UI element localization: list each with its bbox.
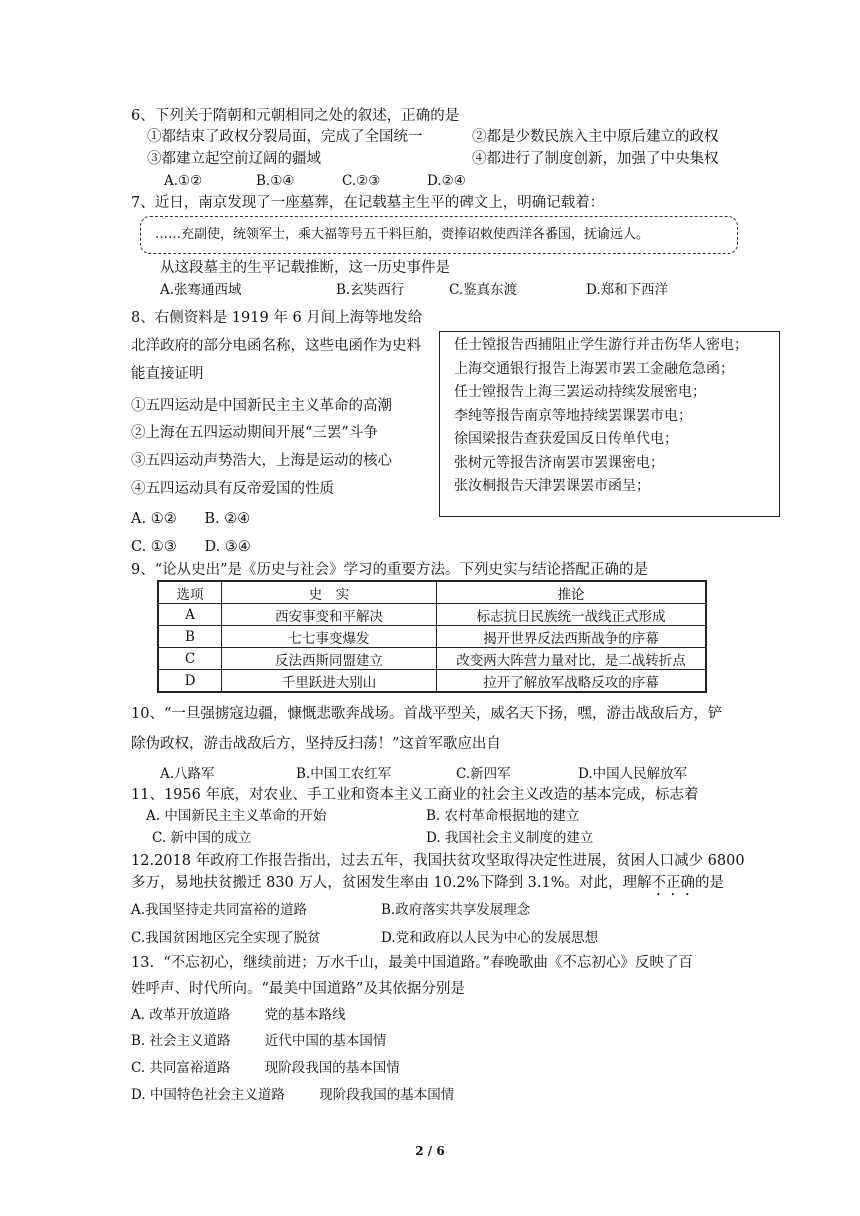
table-row: [158, 626, 706, 648]
q7-option-a: A.张骞通西域: [160, 282, 242, 298]
q12-option-d: D.党和政府以人民为中心的发展思想: [381, 930, 599, 946]
source-line: 张汝桐报告天津罢课罢市函呈；: [454, 478, 650, 494]
q8-item-4: ④五四运动具有反帝爱国的性质: [131, 481, 334, 497]
q6-option-d: D.②④: [427, 173, 466, 189]
q12-option-b: B.政府落实共享发展理念: [381, 902, 531, 918]
q11-option-a: A. 中国新民主主义革命的开始: [146, 808, 327, 824]
q12-line-2-end: 的是: [695, 875, 725, 891]
q12-option-a: A.我国坚持走共同富裕的道路: [131, 902, 308, 918]
table-header: 推论: [437, 581, 707, 604]
q13-line-2: 姓呼声、时代所向。“最美中国道路”及其依据分别是: [131, 981, 465, 997]
table-cell: 反法西斯同盟建立: [222, 648, 437, 670]
q9-table: [157, 580, 707, 693]
table-header: 史 实: [222, 581, 437, 604]
q13-option-c: C. 共同富裕道路 现阶段我国的基本国情: [131, 1060, 400, 1076]
table-cell: C: [158, 648, 222, 670]
q8-options-row-2: C. ①③ D. ③④: [131, 539, 251, 555]
source-line: 任士镗报告上海三罢运动持续发展密电；: [454, 384, 706, 400]
table-row: [158, 670, 706, 693]
q8-source-box: [439, 331, 780, 517]
q7-option-b: B.玄奘西行: [336, 282, 405, 298]
q9-stem: 9、“论从史出”是《历史与社会》学习的重要方法。下列史实与结论搭配正确的是: [131, 562, 649, 578]
table-cell: 七七事变爆发: [222, 626, 437, 648]
table-cell: 西安事变和平解决: [222, 604, 437, 626]
q8-item-1: ①五四运动是中国新民主主义革命的高潮: [131, 398, 392, 414]
q8-stem-2: 北洋政府的部分电函名称，这些电函作为史料: [131, 338, 421, 354]
q7-quote-box: ……充副使，统领军士，乘大福等号五千料巨舶，赍捧诏敕使西洋各番国，抚谕远人。: [140, 216, 738, 254]
table-row: [158, 648, 706, 670]
q10-option-a: A.八路军: [160, 766, 215, 782]
q7-stem: 7、近日，南京发现了一座墓葬，在记载墓主生平的碑文上，明确记载着：: [131, 195, 605, 211]
q12-emphasis: 不正确: [651, 875, 696, 891]
q6-option-b: B.①④: [256, 173, 295, 189]
q6-item-2: ②都是少数民族入主中原后建立的政权: [472, 129, 719, 145]
table-cell: B: [158, 626, 222, 648]
q13-line-1: 13. “不忘初心，继续前进；万水千山，最美中国道路。”春晚歌曲《不忘初心》反映了百: [131, 955, 693, 971]
source-line: 李纯等报告南京等地持续罢课罢市电；: [454, 407, 692, 424]
q12-option-c: C.我国贫困地区完全实现了脱贫: [131, 930, 321, 946]
table-header: 选项: [158, 581, 222, 604]
q11-option-b: B. 农村革命根据地的建立: [426, 808, 580, 824]
q13-option-a: A. 改革开放道路 党的基本路线: [131, 1007, 346, 1023]
table-cell: 拉开了解放军战略反攻的序幕: [437, 670, 707, 693]
q6-option-a: A.①②: [164, 173, 203, 189]
q7-option-d: D.郑和下西洋: [586, 282, 669, 298]
q10-option-d: D.中国人民解放军: [578, 766, 688, 782]
q12-line-2-text: 多万，易地扶贫搬迁 830 万人，贫困发生率由 10.2%下降到 3.1%。对此，理解: [131, 875, 652, 891]
q10-option-c: C.新四军: [456, 766, 511, 782]
table-cell: D: [158, 670, 222, 693]
q8-options-row-1: A. ①② B. ②④: [131, 511, 251, 527]
q6-item-1: ①都结束了政权分裂局面，完成了全国统一: [147, 129, 423, 145]
q7-ask: 从这段墓主的生平记载推断，这一历史事件是: [160, 260, 450, 276]
table-cell: A: [158, 604, 222, 626]
q6-option-c: C.②③: [342, 173, 381, 189]
source-line: 任士镗报告西捕阻止学生游行并击伤华人密电；: [454, 337, 748, 353]
q6-stem: 6、下列关于隋朝和元朝相同之处的叙述，正确的是: [131, 108, 460, 124]
q13-option-d: D. 中国特色社会主义道路 现阶段我国的基本国情: [131, 1087, 455, 1103]
q13-option-b: B. 社会主义道路 近代中国的基本国情: [131, 1033, 387, 1049]
q8-item-3: ③五四运动声势浩大，上海是运动的核心: [131, 453, 392, 469]
q12-line-2: [131, 873, 724, 899]
table-cell: 改变两大阵营力量对比，是二战转折点: [437, 648, 707, 670]
table-header-row: [158, 581, 706, 604]
source-line: 张树元等报告济南罢市罢课密电；: [454, 454, 664, 471]
table-cell: 千里跃进大别山: [222, 670, 437, 693]
q10-line-1: 10、“一旦强掳寇边疆，慷慨悲歌奔战场。首战平型关，威名天下扬，嘿，游击战敌后方，铲: [131, 706, 723, 722]
q11-option-c: C. 新中国的成立: [152, 830, 252, 846]
q6-item-3: ③都建立起空前辽阔的疆域: [147, 151, 321, 167]
q11-option-d: D. 我国社会主义制度的建立: [426, 830, 594, 846]
table-row: [158, 604, 706, 626]
q8-stem-1: 8、右侧资料是 1919 年 6 月间上海等地发给: [131, 310, 423, 326]
page-number: 2 / 6: [415, 1144, 445, 1158]
q10-option-b: B.中国工农红军: [296, 766, 392, 782]
q10-line-2: 除伪政权，游击战敌后方，坚持反扫荡！”这首军歌应出自: [131, 736, 501, 752]
source-line: 徐国梁报告查获爱国反日传单代电；: [454, 431, 678, 447]
q6-item-4: ④都进行了制度创新，加强了中央集权: [472, 151, 719, 167]
table-cell: 标志抗日民族统一战线正式形成: [437, 604, 707, 626]
q8-stem-3: 能直接证明: [131, 366, 204, 382]
q11-stem: 11、1956 年底，对农业、手工业和资本主义工商业的社会主义改造的基本完成，标志着: [131, 787, 699, 803]
table-cell: 揭开世界反法西斯战争的序幕: [437, 626, 707, 648]
q7-option-c: C.鉴真东渡: [449, 282, 518, 298]
q8-item-2: ②上海在五四运动期间开展“三罢”斗争: [131, 425, 378, 441]
source-line: 上海交通银行报告上海罢市罢工金融危急函；: [454, 360, 734, 377]
q12-line-1: 12.2018 年政府工作报告指出，过去五年，我国扶贫攻坚取得决定性进展，贫困人口减少 6800: [131, 853, 745, 869]
